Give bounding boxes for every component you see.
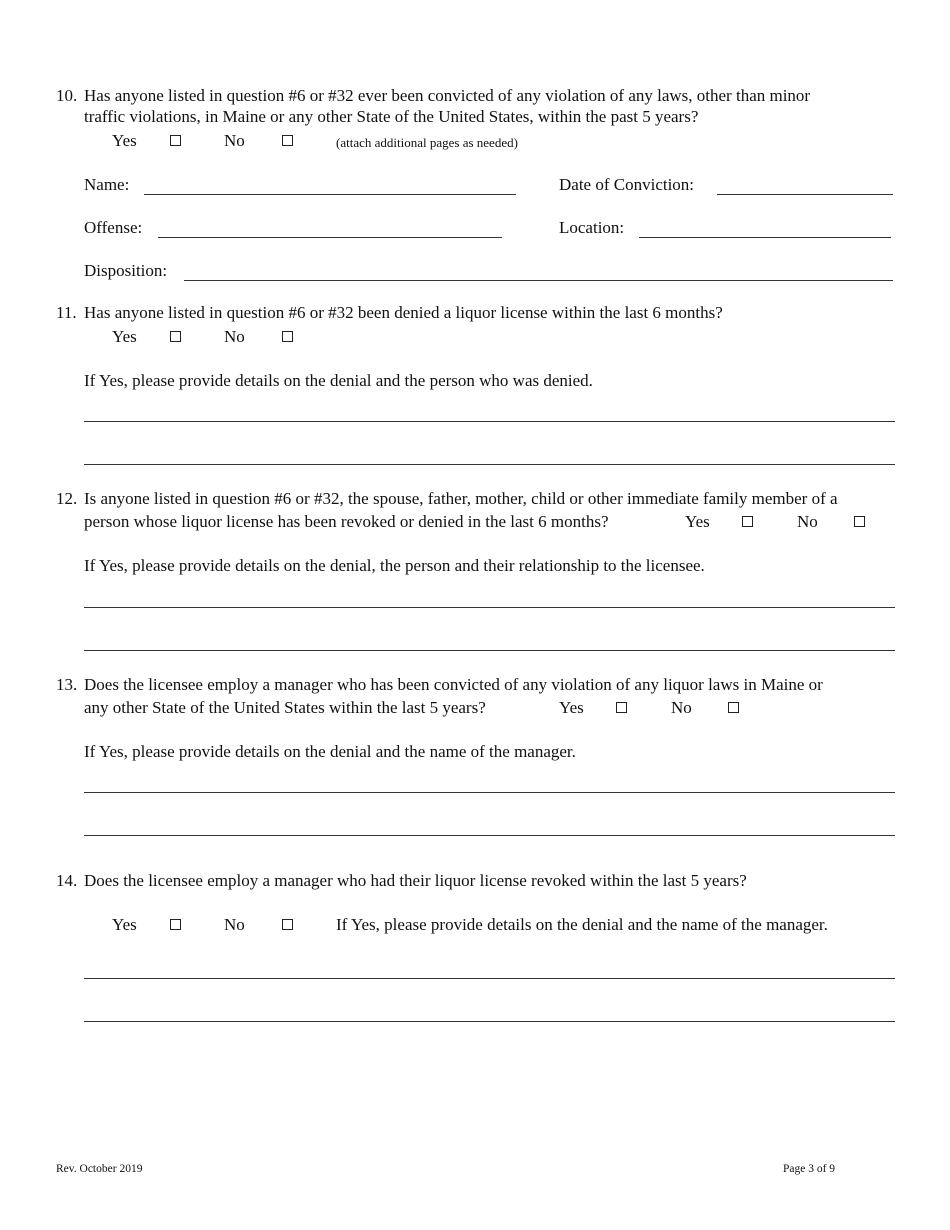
no-label: No xyxy=(797,512,818,531)
no-checkbox[interactable] xyxy=(282,135,293,146)
details-instruction: If Yes, please provide details on the denial and the name of the manager. xyxy=(336,915,828,934)
question-text: Has anyone listed in question #6 or #32 ever been convicted of any violation of any laws, other than minor xyxy=(84,86,811,105)
yes-label: Yes xyxy=(112,915,137,934)
details-line-1[interactable] xyxy=(84,421,895,422)
details-line-2[interactable] xyxy=(84,650,895,651)
offense-label: Offense: xyxy=(84,218,143,237)
question-number: 12. xyxy=(56,489,78,508)
details-instruction: If Yes, please provide details on the denial, the person and their relationship to the licensee. xyxy=(84,556,705,575)
no-checkbox[interactable] xyxy=(282,919,293,930)
name-label: Name: xyxy=(84,175,130,194)
yes-label: Yes xyxy=(685,512,710,531)
no-label: No xyxy=(224,327,245,346)
yes-checkbox[interactable] xyxy=(170,135,181,146)
location-label: Location: xyxy=(559,218,625,237)
question-number: 11. xyxy=(56,303,77,322)
details-line-1[interactable] xyxy=(84,607,895,608)
yes-checkbox[interactable] xyxy=(170,919,181,930)
date-of-conviction-field[interactable] xyxy=(717,194,893,195)
question-text: Has anyone listed in question #6 or #32 been denied a liquor license within the last 6 months? xyxy=(84,303,723,322)
question-text: Does the licensee employ a manager who has been convicted of any violation of any liquor laws in Maine or xyxy=(84,675,823,694)
no-checkbox[interactable] xyxy=(854,516,865,527)
details-line-2[interactable] xyxy=(84,835,895,836)
question-text: person whose liquor license has been revoked or denied in the last 6 months? xyxy=(84,512,609,531)
no-label: No xyxy=(224,131,245,150)
location-field[interactable] xyxy=(639,237,891,238)
details-instruction: If Yes, please provide details on the denial and the name of the manager. xyxy=(84,742,576,761)
offense-field[interactable] xyxy=(158,237,502,238)
question-text: traffic violations, in Maine or any other State of the United States, within the past 5 years? xyxy=(84,107,699,126)
no-label: No xyxy=(671,698,692,717)
attach-note: (attach additional pages as needed) xyxy=(336,135,518,150)
details-line-2[interactable] xyxy=(84,464,895,465)
no-checkbox[interactable] xyxy=(282,331,293,342)
question-text: any other State of the United States within the last 5 years? xyxy=(84,698,486,717)
disposition-label: Disposition: xyxy=(84,261,168,280)
details-line-1[interactable] xyxy=(84,792,895,793)
details-line-1[interactable] xyxy=(84,978,895,979)
date-of-conviction-label: Date of Conviction: xyxy=(559,175,695,194)
question-number: 14. xyxy=(56,871,78,890)
question-number: 10. xyxy=(56,86,78,105)
yes-checkbox[interactable] xyxy=(170,331,181,342)
yes-label: Yes xyxy=(559,698,584,717)
no-checkbox[interactable] xyxy=(728,702,739,713)
disposition-field[interactable] xyxy=(184,280,893,281)
page-number: Page 3 of 9 xyxy=(783,1163,836,1175)
yes-label: Yes xyxy=(112,131,137,150)
details-instruction: If Yes, please provide details on the denial and the person who was denied. xyxy=(84,371,593,390)
details-line-2[interactable] xyxy=(84,1021,895,1022)
question-text: Is anyone listed in question #6 or #32, the spouse, father, mother, child or other immediate family member of a xyxy=(84,489,838,508)
name-field[interactable] xyxy=(144,194,516,195)
yes-checkbox[interactable] xyxy=(742,516,753,527)
revision-date: Rev. October 2019 xyxy=(56,1163,143,1175)
yes-label: Yes xyxy=(112,327,137,346)
question-number: 13. xyxy=(56,675,78,694)
question-text: Does the licensee employ a manager who had their liquor license revoked within the last 5 years? xyxy=(84,871,747,890)
yes-checkbox[interactable] xyxy=(616,702,627,713)
no-label: No xyxy=(224,915,245,934)
